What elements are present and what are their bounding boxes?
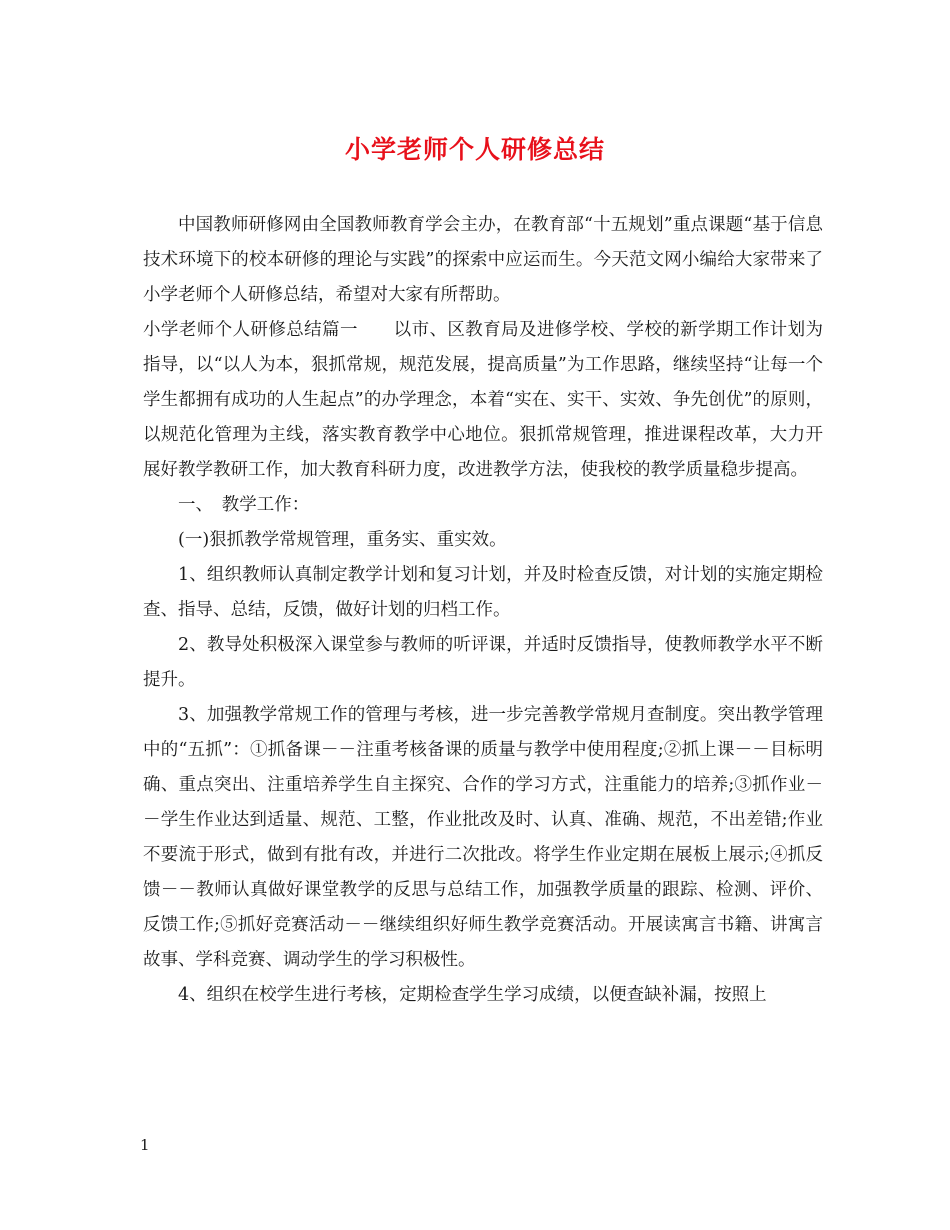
paragraph-item-1: 1、组织教师认真制定教学计划和复习计划，并及时检查反馈，对计划的实施定期检查、指导、总结，反馈，做好计划的归档工作。 <box>143 565 823 620</box>
paragraph-item-4: 4、组织在校学生进行考核，定期检查学生学习成绩，以便查缺补漏，按照上 <box>178 985 767 1005</box>
subsection-heading-routine-management: (一)狠抓教学常规管理，重务实、重实效。 <box>178 530 507 550</box>
page-number: 1 <box>140 1136 150 1154</box>
section-heading-teaching-work: 一、 教学工作： <box>178 495 310 515</box>
paragraph-item-3: 3、加强教学常规工作的管理与考核，进一步完善教学常规月查制度。突出教学管理中的“五抓”：①抓备课－－注重考核备课的质量与教学中使用程度;②抓上课－－目标明确、重点突出、注重培养学生自主探究、合作的学习方式，注重能力的培养;③抓作业－－学生作业达到适量、规范、工整，作业批改及时、认真、准确、规范，不出差错;作业不要流于形式，做到有批有改，并进行二次批改。将学生作业定期在展板上展示;④抓反馈－－教师认真做好课堂教学的反思与总结工作，加强教学质量的跟踪、检测、评价、反馈工作;⑤抓好竞赛活动－－继续组织好师生教学竞赛活动。开展读寓言书籍、讲寓言故事、学科竞赛、调动学生的学习积极性。 <box>143 705 823 970</box>
paragraph-item-2: 2、教导处积极深入课堂参与教师的听评课，并适时反馈指导，使教师教学水平不断提升。 <box>143 635 823 690</box>
document-body <box>143 208 823 1013</box>
paragraph-intro: 中国教师研修网由全国教师教育学会主办，在教育部“十五规划”重点课题“基于信息技术环境下的校本研修的理论与实践”的探索中应运而生。今天范文网小编给大家带来了小学老师个人研修总结，希望对大家有所帮助。 <box>143 215 823 305</box>
paragraph-article-one: 小学老师个人研修总结篇一 以市、区教育局及进修学校、学校的新学期工作计划为指导，以“以人为本，狠抓常规，规范发展，提高质量”为工作思路，继续坚持“让每一个学生都拥有成功的人生起点”的办学理念，本着“实在、实干、实效、争先创优”的原则，以规范化管理为主线，落实教育教学中心地位。狠抓常规管理，推进课程改革，大力开展好教学教研工作，加大教育科研力度，改进教学方法，使我校的教学质量稳步提高。 <box>143 320 823 480</box>
document-title: 小学老师个人研修总结 <box>344 135 605 164</box>
